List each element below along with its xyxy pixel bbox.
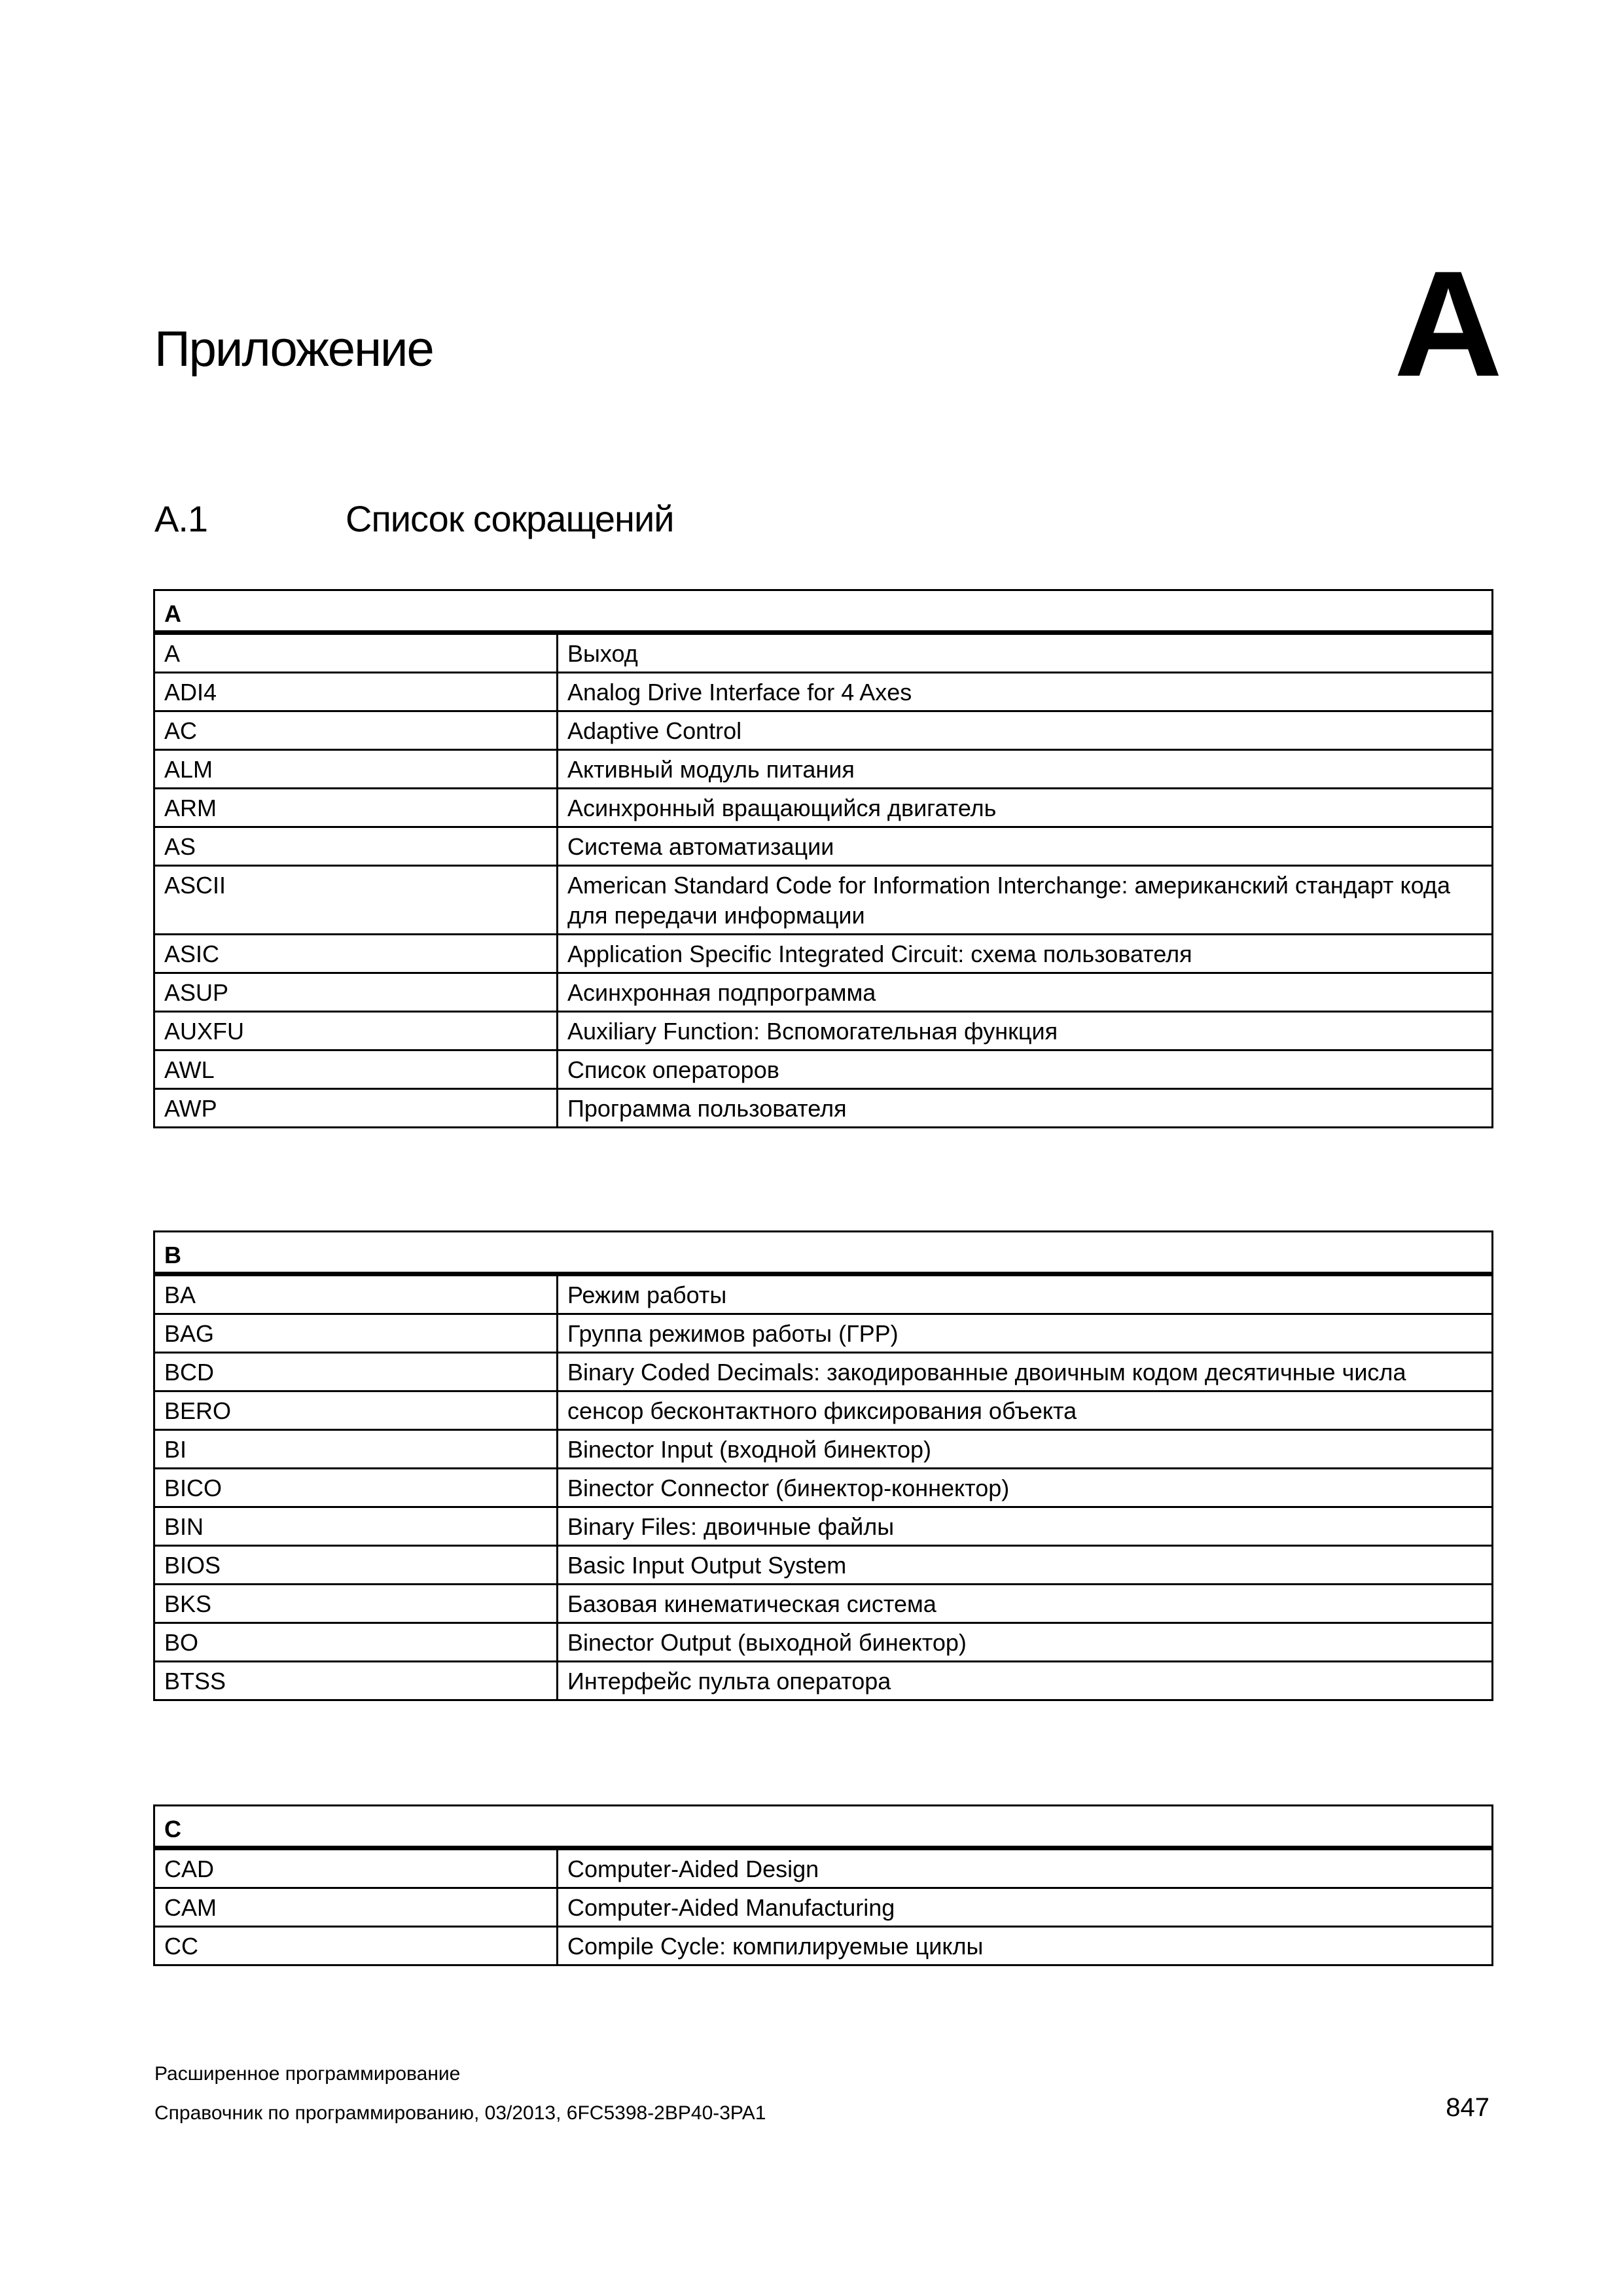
abbreviation-cell: A [154, 633, 558, 673]
table-row [154, 1888, 1493, 1927]
description-cell: Binector Input (входной бинектор) [558, 1430, 1493, 1469]
description-cell: Асинхронная подпрограмма [558, 973, 1493, 1012]
description-cell: Computer-Aided Design [558, 1848, 1493, 1888]
section-number: A.1 [154, 498, 208, 539]
table-row [154, 1623, 1493, 1662]
abbreviation-cell: CAM [154, 1888, 558, 1927]
description-cell: Basic Input Output System [558, 1546, 1493, 1585]
description-cell: Binary Files: двоичные файлы [558, 1507, 1493, 1546]
footer-document-title: Расширенное программирование [154, 2063, 461, 2085]
abbreviation-table-a [153, 589, 1493, 1128]
section-title: Список сокращений [346, 498, 674, 539]
chapter-letter: A [1394, 240, 1503, 408]
table-heading: C [154, 1806, 1493, 1848]
table-row [154, 1662, 1493, 1700]
table-row [154, 1089, 1493, 1128]
abbreviation-cell: BIOS [154, 1546, 558, 1585]
abbreviation-cell: AS [154, 827, 558, 866]
abbreviation-cell: ADI4 [154, 673, 558, 711]
abbreviation-cell: BERO [154, 1391, 558, 1430]
abbreviation-cell: CAD [154, 1848, 558, 1888]
table-row [154, 973, 1493, 1012]
abbreviation-table-c [153, 1804, 1493, 1966]
description-cell: Активный модуль питания [558, 750, 1493, 789]
table-row [154, 1314, 1493, 1353]
abbreviation-cell: BA [154, 1274, 558, 1314]
abbreviation-cell: BCD [154, 1353, 558, 1391]
abbreviation-cell: ASUP [154, 973, 558, 1012]
table-row [154, 1927, 1493, 1965]
abbreviation-cell: BKS [154, 1585, 558, 1623]
table-row [154, 1546, 1493, 1585]
description-cell: Список операторов [558, 1050, 1493, 1089]
table-row [154, 1012, 1493, 1050]
table-row [154, 633, 1493, 673]
table-row [154, 1585, 1493, 1623]
description-cell: Binary Coded Decimals: закодированные двоичным кодом десятичные числа [558, 1353, 1493, 1391]
description-cell: Computer-Aided Manufacturing [558, 1888, 1493, 1927]
description-cell: Binector Output (выходной бинектор) [558, 1623, 1493, 1662]
table-row [154, 1050, 1493, 1089]
description-cell: Compile Cycle: компилируемые циклы [558, 1927, 1493, 1965]
abbreviation-cell: ASIC [154, 935, 558, 973]
table-row [154, 935, 1493, 973]
abbreviation-cell: BICO [154, 1469, 558, 1507]
description-cell: Программа пользователя [558, 1089, 1493, 1128]
table-row [154, 1430, 1493, 1469]
description-cell: Группа режимов работы (ГРР) [558, 1314, 1493, 1353]
chapter-title: Приложение [154, 321, 433, 377]
table-row [154, 750, 1493, 789]
table-row [154, 1507, 1493, 1546]
description-cell: American Standard Code for Information Interchange: американский стандарт кода для передачи информации [558, 866, 1493, 935]
abbreviation-cell: BIN [154, 1507, 558, 1546]
table-row [154, 1353, 1493, 1391]
page-number: 847 [1446, 2093, 1489, 2122]
description-cell: Асинхронный вращающийся двигатель [558, 789, 1493, 827]
abbreviation-cell: AWL [154, 1050, 558, 1089]
abbreviation-table-b [153, 1230, 1493, 1701]
abbreviation-cell: BO [154, 1623, 558, 1662]
abbreviation-cell: BTSS [154, 1662, 558, 1700]
abbreviation-cell: BAG [154, 1314, 558, 1353]
abbreviation-cell: AC [154, 711, 558, 750]
abbreviation-cell: ASCII [154, 866, 558, 935]
description-cell: Интерфейс пульта оператора [558, 1662, 1493, 1700]
abbreviation-cell: CC [154, 1927, 558, 1965]
table-row [154, 1391, 1493, 1430]
footer-document-info: Справочник по программированию, 03/2013, 6FC5398-2BP40-3PA1 [154, 2102, 766, 2124]
table-heading: A [154, 590, 1493, 633]
description-cell: Auxiliary Function: Вспомогательная функция [558, 1012, 1493, 1050]
table-row [154, 1274, 1493, 1314]
abbreviation-cell: ARM [154, 789, 558, 827]
table-row [154, 866, 1493, 935]
table-row [154, 673, 1493, 711]
description-cell: Application Specific Integrated Circuit: схема пользователя [558, 935, 1493, 973]
description-cell: Analog Drive Interface for 4 Axes [558, 673, 1493, 711]
table-heading: B [154, 1232, 1493, 1274]
abbreviation-cell: AWP [154, 1089, 558, 1128]
abbreviation-cell: AUXFU [154, 1012, 558, 1050]
description-cell: Система автоматизации [558, 827, 1493, 866]
description-cell: сенсор бесконтактного фиксирования объекта [558, 1391, 1493, 1430]
table-row [154, 1469, 1493, 1507]
table-row [154, 827, 1493, 866]
table-row [154, 789, 1493, 827]
description-cell: Binector Connector (бинектор-коннектор) [558, 1469, 1493, 1507]
description-cell: Adaptive Control [558, 711, 1493, 750]
description-cell: Выход [558, 633, 1493, 673]
description-cell: Режим работы [558, 1274, 1493, 1314]
description-cell: Базовая кинематическая система [558, 1585, 1493, 1623]
abbreviation-cell: BI [154, 1430, 558, 1469]
table-row [154, 711, 1493, 750]
table-row [154, 1848, 1493, 1888]
abbreviation-cell: ALM [154, 750, 558, 789]
